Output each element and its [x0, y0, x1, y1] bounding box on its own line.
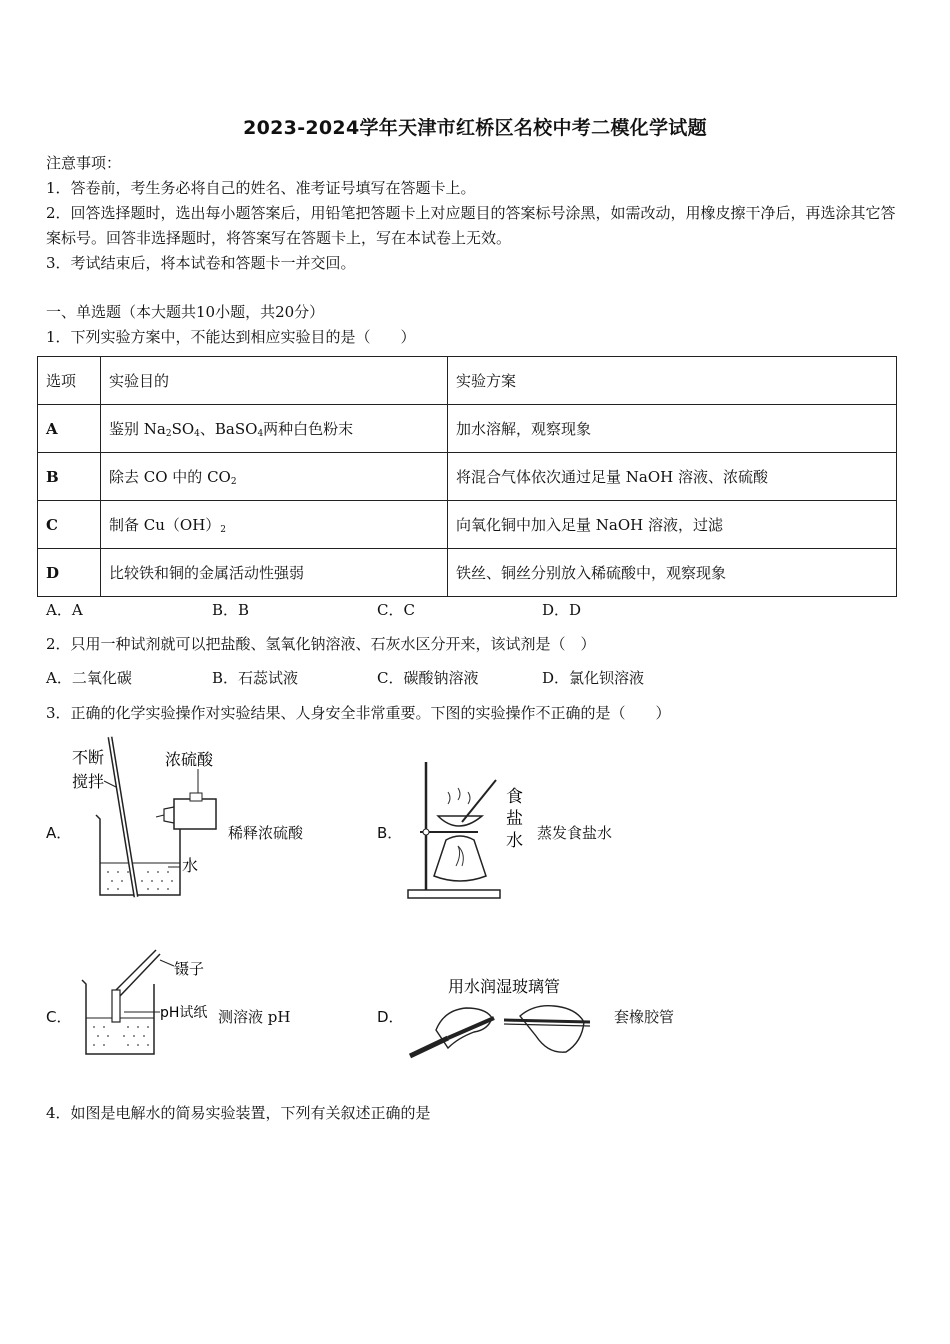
- table-row: [38, 405, 897, 453]
- ph-paper-label: pH试纸: [160, 1005, 208, 1021]
- q3-option-b-label[interactable]: B．: [377, 824, 403, 842]
- q3-option-a-label[interactable]: A．: [46, 824, 72, 842]
- tube-figure: [408, 972, 608, 1064]
- salt-label-3: 水: [506, 831, 523, 851]
- q3-option-d-label[interactable]: D．: [377, 1008, 404, 1026]
- q2-option-d[interactable]: D．氯化钡溶液: [542, 669, 645, 687]
- table-row: [38, 549, 897, 597]
- notice-item-2: 2．回答选择题时，选出每小题答案后，用铅笔把答题卡上对应题目的答案标号涂黑，如需改动，用橡皮擦干净后，再选涂其它答案标号。回答非选择题时，将答案写在答题卡上，写在本试卷上无效。: [46, 204, 896, 247]
- row-plan: 将混合气体依次通过足量 NaOH 溶液、浓硫酸: [448, 453, 897, 501]
- row-key: D: [38, 549, 101, 597]
- row-goal: 除去 CO 中的 $CO_2$: [101, 453, 448, 501]
- row-plan: 加水溶解，观察现象: [448, 405, 897, 453]
- q1-stem: 1．下列实验方案中，不能达到相应实验目的是（ ）: [46, 328, 416, 346]
- stir-label-2: 搅拌: [72, 772, 105, 791]
- q4-stem: 4．如图是电解水的简易实验装置，下列有关叙述正确的是: [46, 1104, 431, 1122]
- notice-item-3: 3．考试结束后，将本试卷和答题卡一并交回。: [46, 254, 356, 272]
- q3-a-caption: 稀释浓硫酸: [228, 824, 304, 842]
- section-title: 一、单选题（本大题共10小题，共20分）: [46, 303, 325, 321]
- q2-option-c[interactable]: C．碳酸钠溶液: [377, 669, 479, 687]
- evaporation-figure: [400, 760, 535, 905]
- row-plan: 向氧化铜中加入足量 NaOH 溶液，过滤: [448, 501, 897, 549]
- stir-label-1: 不断: [72, 748, 105, 767]
- row-goal: 比较铁和铜的金属活动性强弱: [101, 549, 448, 597]
- header-plan: 实验方案: [448, 357, 897, 405]
- q1-option-c[interactable]: C．C: [377, 601, 415, 619]
- q1-option-b[interactable]: B．B: [212, 601, 250, 619]
- exam-title: 2023-2024学年天津市红桥区名校中考二模化学试题: [243, 117, 707, 139]
- tweezers-label: 镊子: [174, 960, 205, 978]
- row-key: A: [38, 405, 101, 453]
- table-row: [38, 501, 897, 549]
- row-goal: 制备 $Cu(OH)_2$: [101, 501, 448, 549]
- acid-label: 浓硫酸: [165, 750, 214, 769]
- q3-stem: 3．正确的化学实验操作对实验结果、人身安全非常重要。下图的实验操作不正确的是（ ）: [46, 704, 671, 722]
- q3-b-caption: 蒸发食盐水: [537, 824, 613, 842]
- water-label: 水: [182, 856, 199, 875]
- q1-option-a[interactable]: A．A: [46, 601, 83, 619]
- row-key: C: [38, 501, 101, 549]
- row-goal: 鉴别 $Na_2SO_4$、BaSO$_4$两种白色粉末: [101, 405, 448, 453]
- row-key: B: [38, 453, 101, 501]
- q2-option-a[interactable]: A．二氧化碳: [46, 669, 132, 687]
- q3-c-caption: 测溶液 pH: [218, 1008, 291, 1026]
- ph-test-figure: [76, 942, 221, 1060]
- notice-item-1: 1．答卷前，考生务必将自己的姓名、准考证号填写在答题卡上。: [46, 179, 476, 197]
- table-header-row: [38, 357, 897, 405]
- q1-option-d[interactable]: D．D: [542, 601, 582, 619]
- q1-table: [37, 356, 897, 597]
- salt-label-2: 盐: [506, 809, 523, 829]
- dilution-figure: [70, 735, 230, 905]
- header-option: 选项: [38, 357, 101, 405]
- row-plan: 铁丝、铜丝分别放入稀硫酸中，观察现象: [448, 549, 897, 597]
- q2-stem: 2．只用一种试剂就可以把盐酸、氢氧化钠溶液、石灰水区分开来，该试剂是（ ）: [46, 635, 596, 653]
- header-goal: 实验目的: [101, 357, 448, 405]
- q3-d-caption: 套橡胶管: [614, 1008, 675, 1026]
- notice-heading: 注意事项：: [46, 154, 122, 172]
- salt-label-1: 食: [506, 787, 523, 807]
- q2-option-b[interactable]: B．石蕊试液: [212, 669, 299, 687]
- q3-option-c-label[interactable]: C．: [46, 1008, 72, 1026]
- table-row: [38, 453, 897, 501]
- wet-glass-label: 用水润湿玻璃管: [448, 977, 561, 996]
